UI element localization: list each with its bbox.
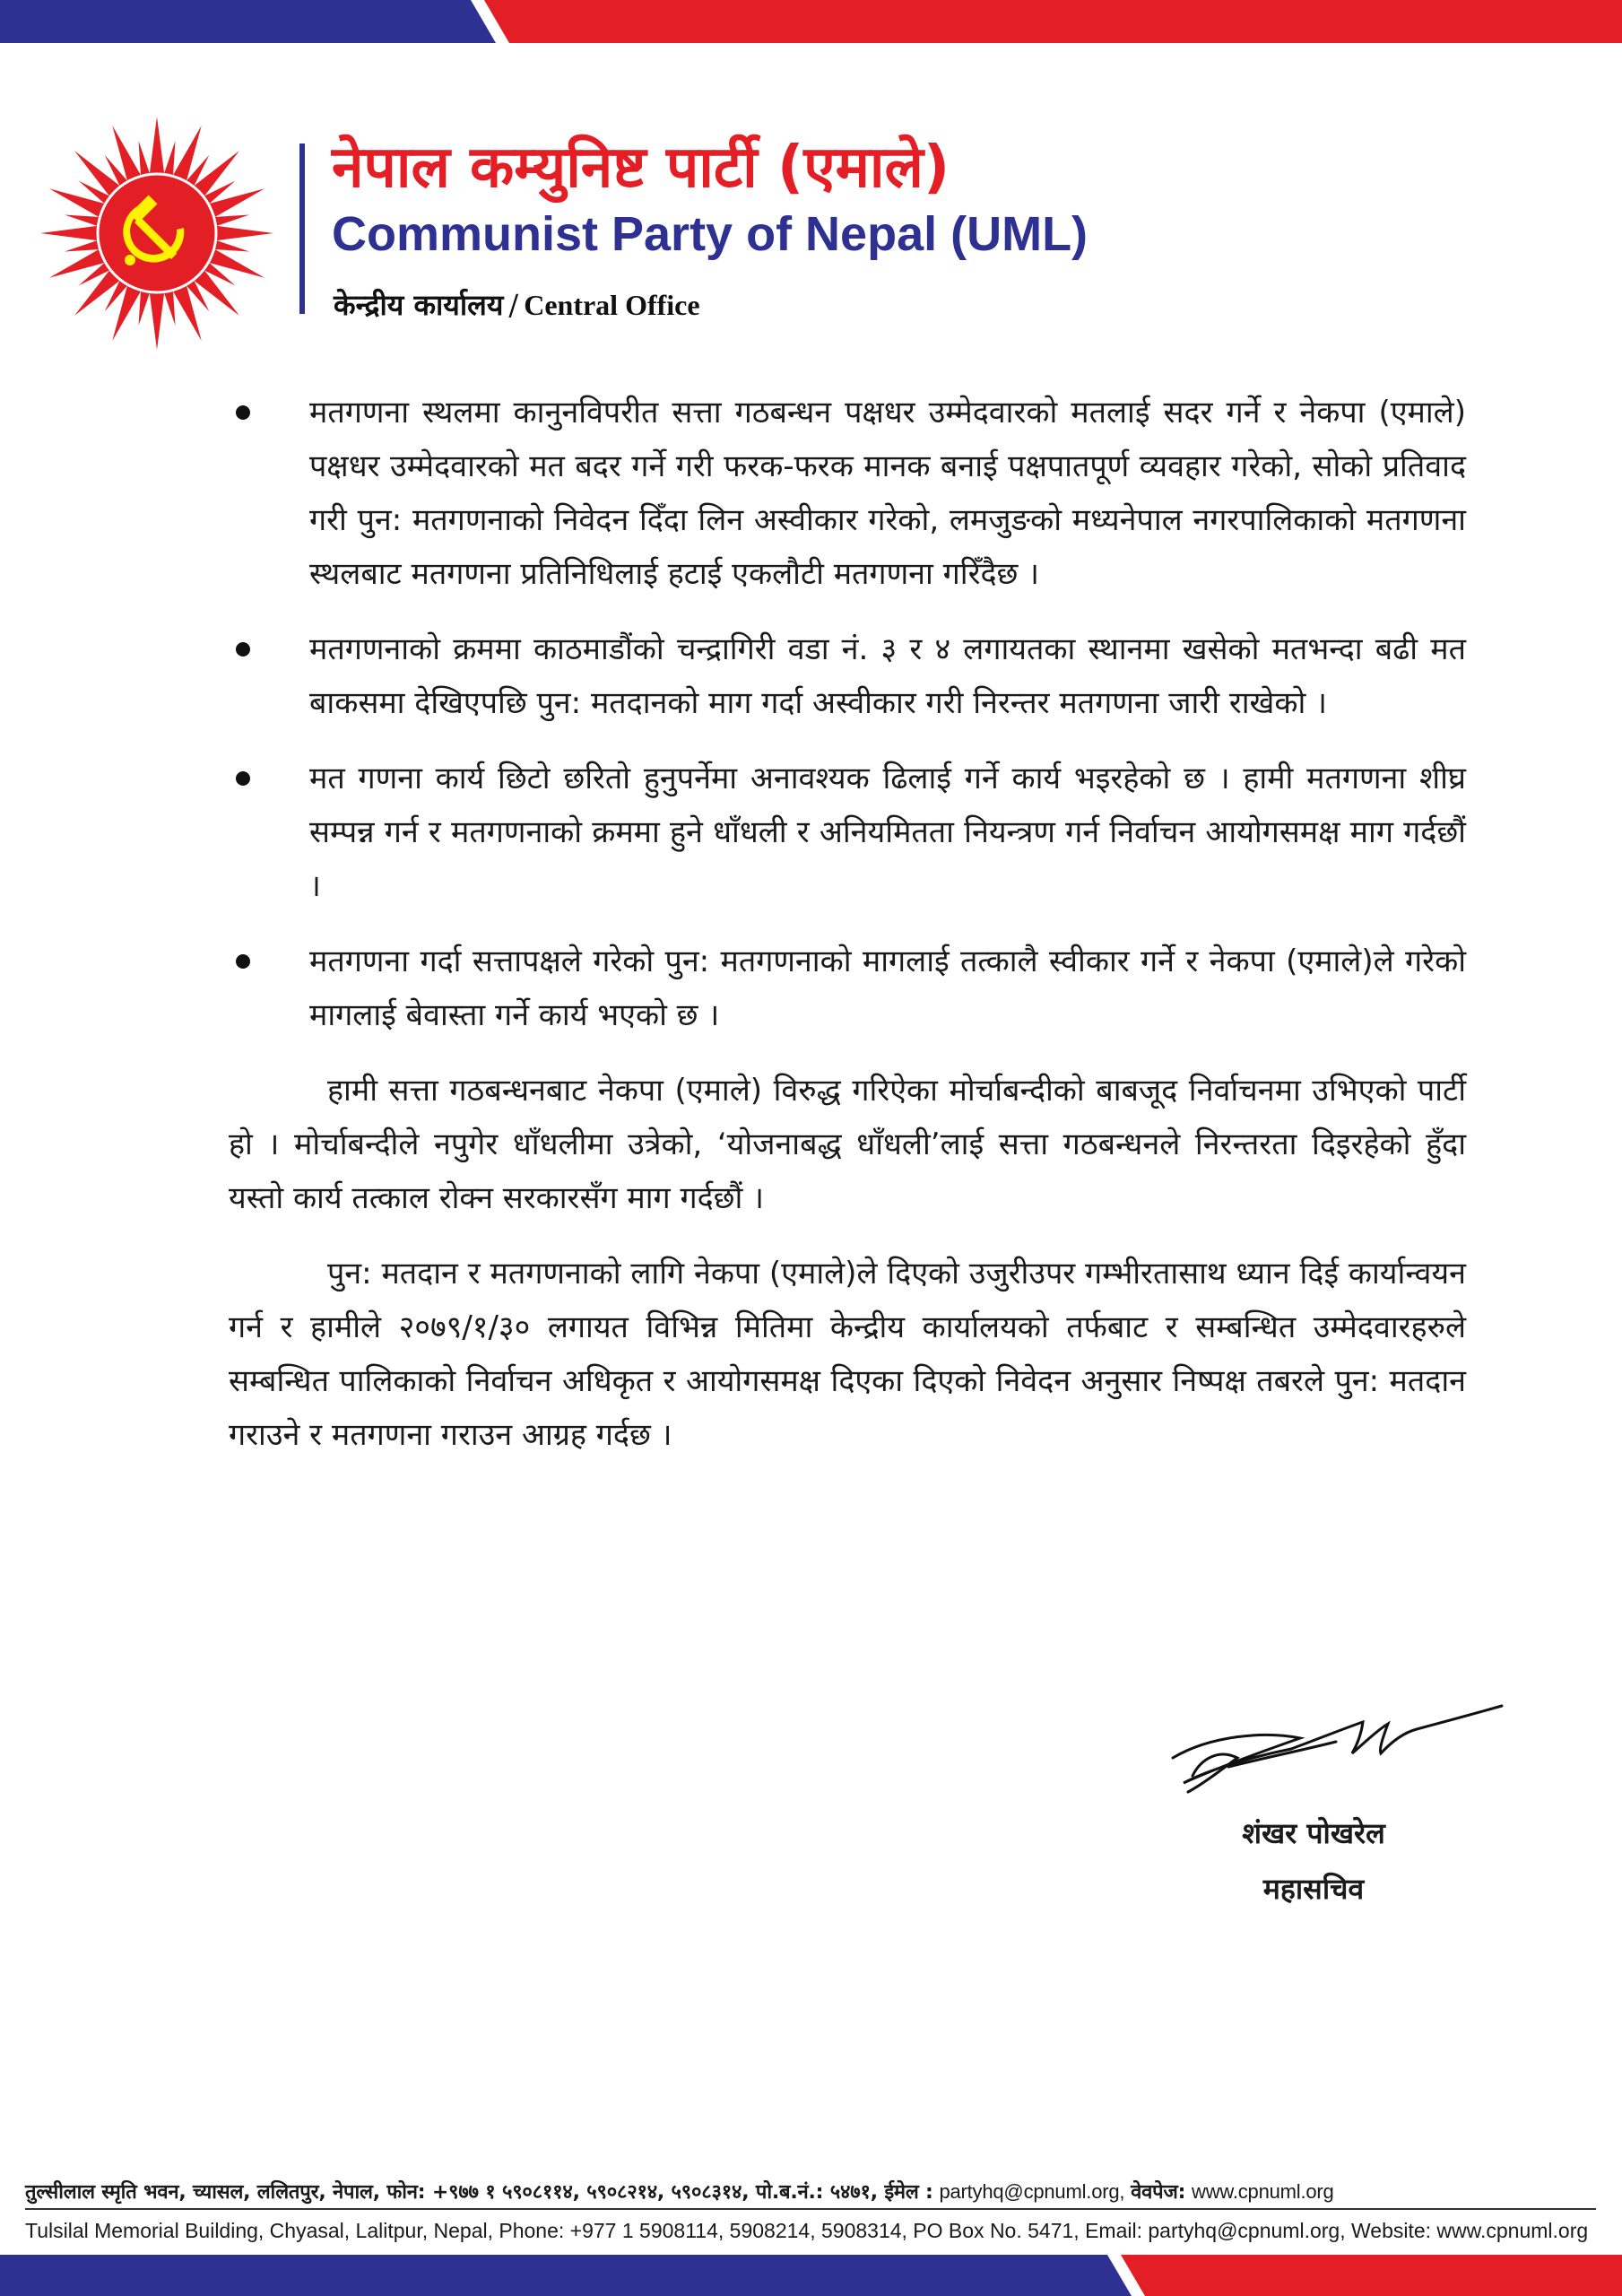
office-label [334, 285, 700, 324]
footer-address-english: Tulsilal Memorial Building, Chyasal, Lalitpur, Nepal, Phone: +977 1 5908114, 5908214, 5908314, PO Box No. 5471, Email: partyhq@cpnuml.org, Website: www.cpnuml.org [25, 2219, 1589, 2242]
footer-divider [25, 2208, 1596, 2210]
office-label-english: Central Office [524, 289, 700, 321]
bottom-color-bar [0, 2255, 1622, 2296]
footer-website-link[interactable]: www.cpnuml.org [1192, 2180, 1334, 2203]
bullet-text: मतगणनाको क्रममा काठमाडौंको चन्द्रागिरी वडा नं. ३ र ४ लगायतका स्थानमा खसेको मतभन्दा बढी मत बाकसमा देखिएपछि पुन: मतदानको माग गर्दा अस्वीकार गरी निरन्तर मतगणना जारी राखेको । [309, 631, 1466, 721]
signer-title: महासचिव [1262, 1872, 1365, 1906]
bullet-icon [236, 954, 250, 969]
letter-body [229, 386, 1466, 1483]
party-name-nepali: नेपाल कम्युनिष्ट पार्टी (एमाले) [332, 135, 950, 201]
body-paragraph: हामी सत्ता गठबन्धनबाट नेकपा (एमाले) विरुद्ध गरिऐका मोर्चाबन्दीको बाबजूद निर्वाचनमा उभिएको पार्टी हो । मोर्चाबन्दीले नपुगेर धाँधलीमा उत्रेको, ‘योजनाबद्ध धाँधली’लाई सत्ता गठबन्धनले निरन्तरता दिइरहेको हुँदा यस्तो कार्य तत्काल रोक्न सरकारसँग माग गर्दछौं । [229, 1073, 1466, 1216]
office-separator: / [508, 288, 519, 322]
bullet-item [229, 386, 1466, 601]
body-paragraph: पुन: मतदान र मतगणनाको लागि नेकपा (एमाले)ले दिएको उजुरीउपर गम्भीरतासाथ ध्यान दिई कार्यान्वयन गर्न र हामीले २०७९/१/३० लगायत विभिन्न मितिमा केन्द्रीय कार्यालयको तर्फबाट र सम्बन्धित उम्मेदवारहरुले सम्बन्धित पालिकाको निर्वाचन अधिकृत र आयोगसमक्ष दिएका दिएको निवेदन अनुसार निष्पक्ष तबरले पुन: मतदान गराउने र मतगणना गराउन आग्रह गर्दछ । [229, 1256, 1466, 1453]
footer-email-link[interactable]: partyhq@cpnuml.org, [939, 2180, 1125, 2203]
header-divider [299, 144, 305, 314]
party-name-english: Communist Party of Nepal (UML) [332, 207, 1089, 261]
bullet-text: मत गणना कार्य छिटो छरितो हुनुपर्नेमा अनावश्यक ढिलाई गर्ने कार्य भइरहेको छ । हामी मतगणना शीघ्र सम्पन्न गर्न र मतगणनाको क्रममा हुने धाँधली र अनियमितता नियन्त्रण गर्न निर्वाचन आयोगसमक्ष माग गर्दछौं । [309, 761, 1466, 904]
signer-name: शंखर पोखरेल [1242, 1816, 1385, 1850]
bullet-item [229, 622, 1466, 730]
bullet-icon [236, 405, 250, 420]
office-label-nepali: केन्द्रीय कार्यालय [334, 288, 504, 322]
bullet-icon [236, 642, 250, 657]
bullet-text: मतगणना स्थलमा कानुनविपरीत सत्ता गठबन्धन पक्षधर उम्मेदवारको मतलाई सदर गर्ने र नेकपा (एमाले) पक्षधर उम्मेदवारको मत बदर गर्ने गरी फरक-फरक मानक बनाई पक्षपातपूर्ण व्यवहार गरेको, सोको प्रतिवाद गरी पुन: मतगणनाको निवेदन दिँदा लिन अस्वीकार गरेको, लमजुङको मध्यनेपाल नगरपालिकाको मतगणना स्थलबाट मतगणना प्रतिनिधिलाई हटाई एकलौटी मतगणना गरिँदैछ । [309, 395, 1466, 592]
footer-address-nepali [25, 2178, 1334, 2205]
footer-address-text: तुल्सीलाल स्मृति भवन, च्यासल, ललितपुर, नेपाल, फोन: +९७७ १ ५९०८११४, ५९०८२१४, ५९०८३१४, पो.ब.नं.: ५४७१, ईमेल : [25, 2181, 933, 2204]
bullet-item [229, 752, 1466, 913]
bullet-item [229, 935, 1466, 1042]
party-logo [36, 112, 278, 354]
top-color-bar [0, 0, 1622, 43]
bullet-text: मतगणना गर्दा सत्तापक्षले गरेको पुन: मतगणनाको मागलाई तत्कालै स्वीकार गर्ने र नेकपा (एमाले)ले गरेको मागलाई बेवास्ता गर्ने कार्य भएको छ । [309, 944, 1466, 1033]
footer-web-label: वेवपेज: [1131, 2181, 1186, 2204]
bullet-icon [236, 771, 250, 786]
signature-icon [1157, 1686, 1506, 1803]
